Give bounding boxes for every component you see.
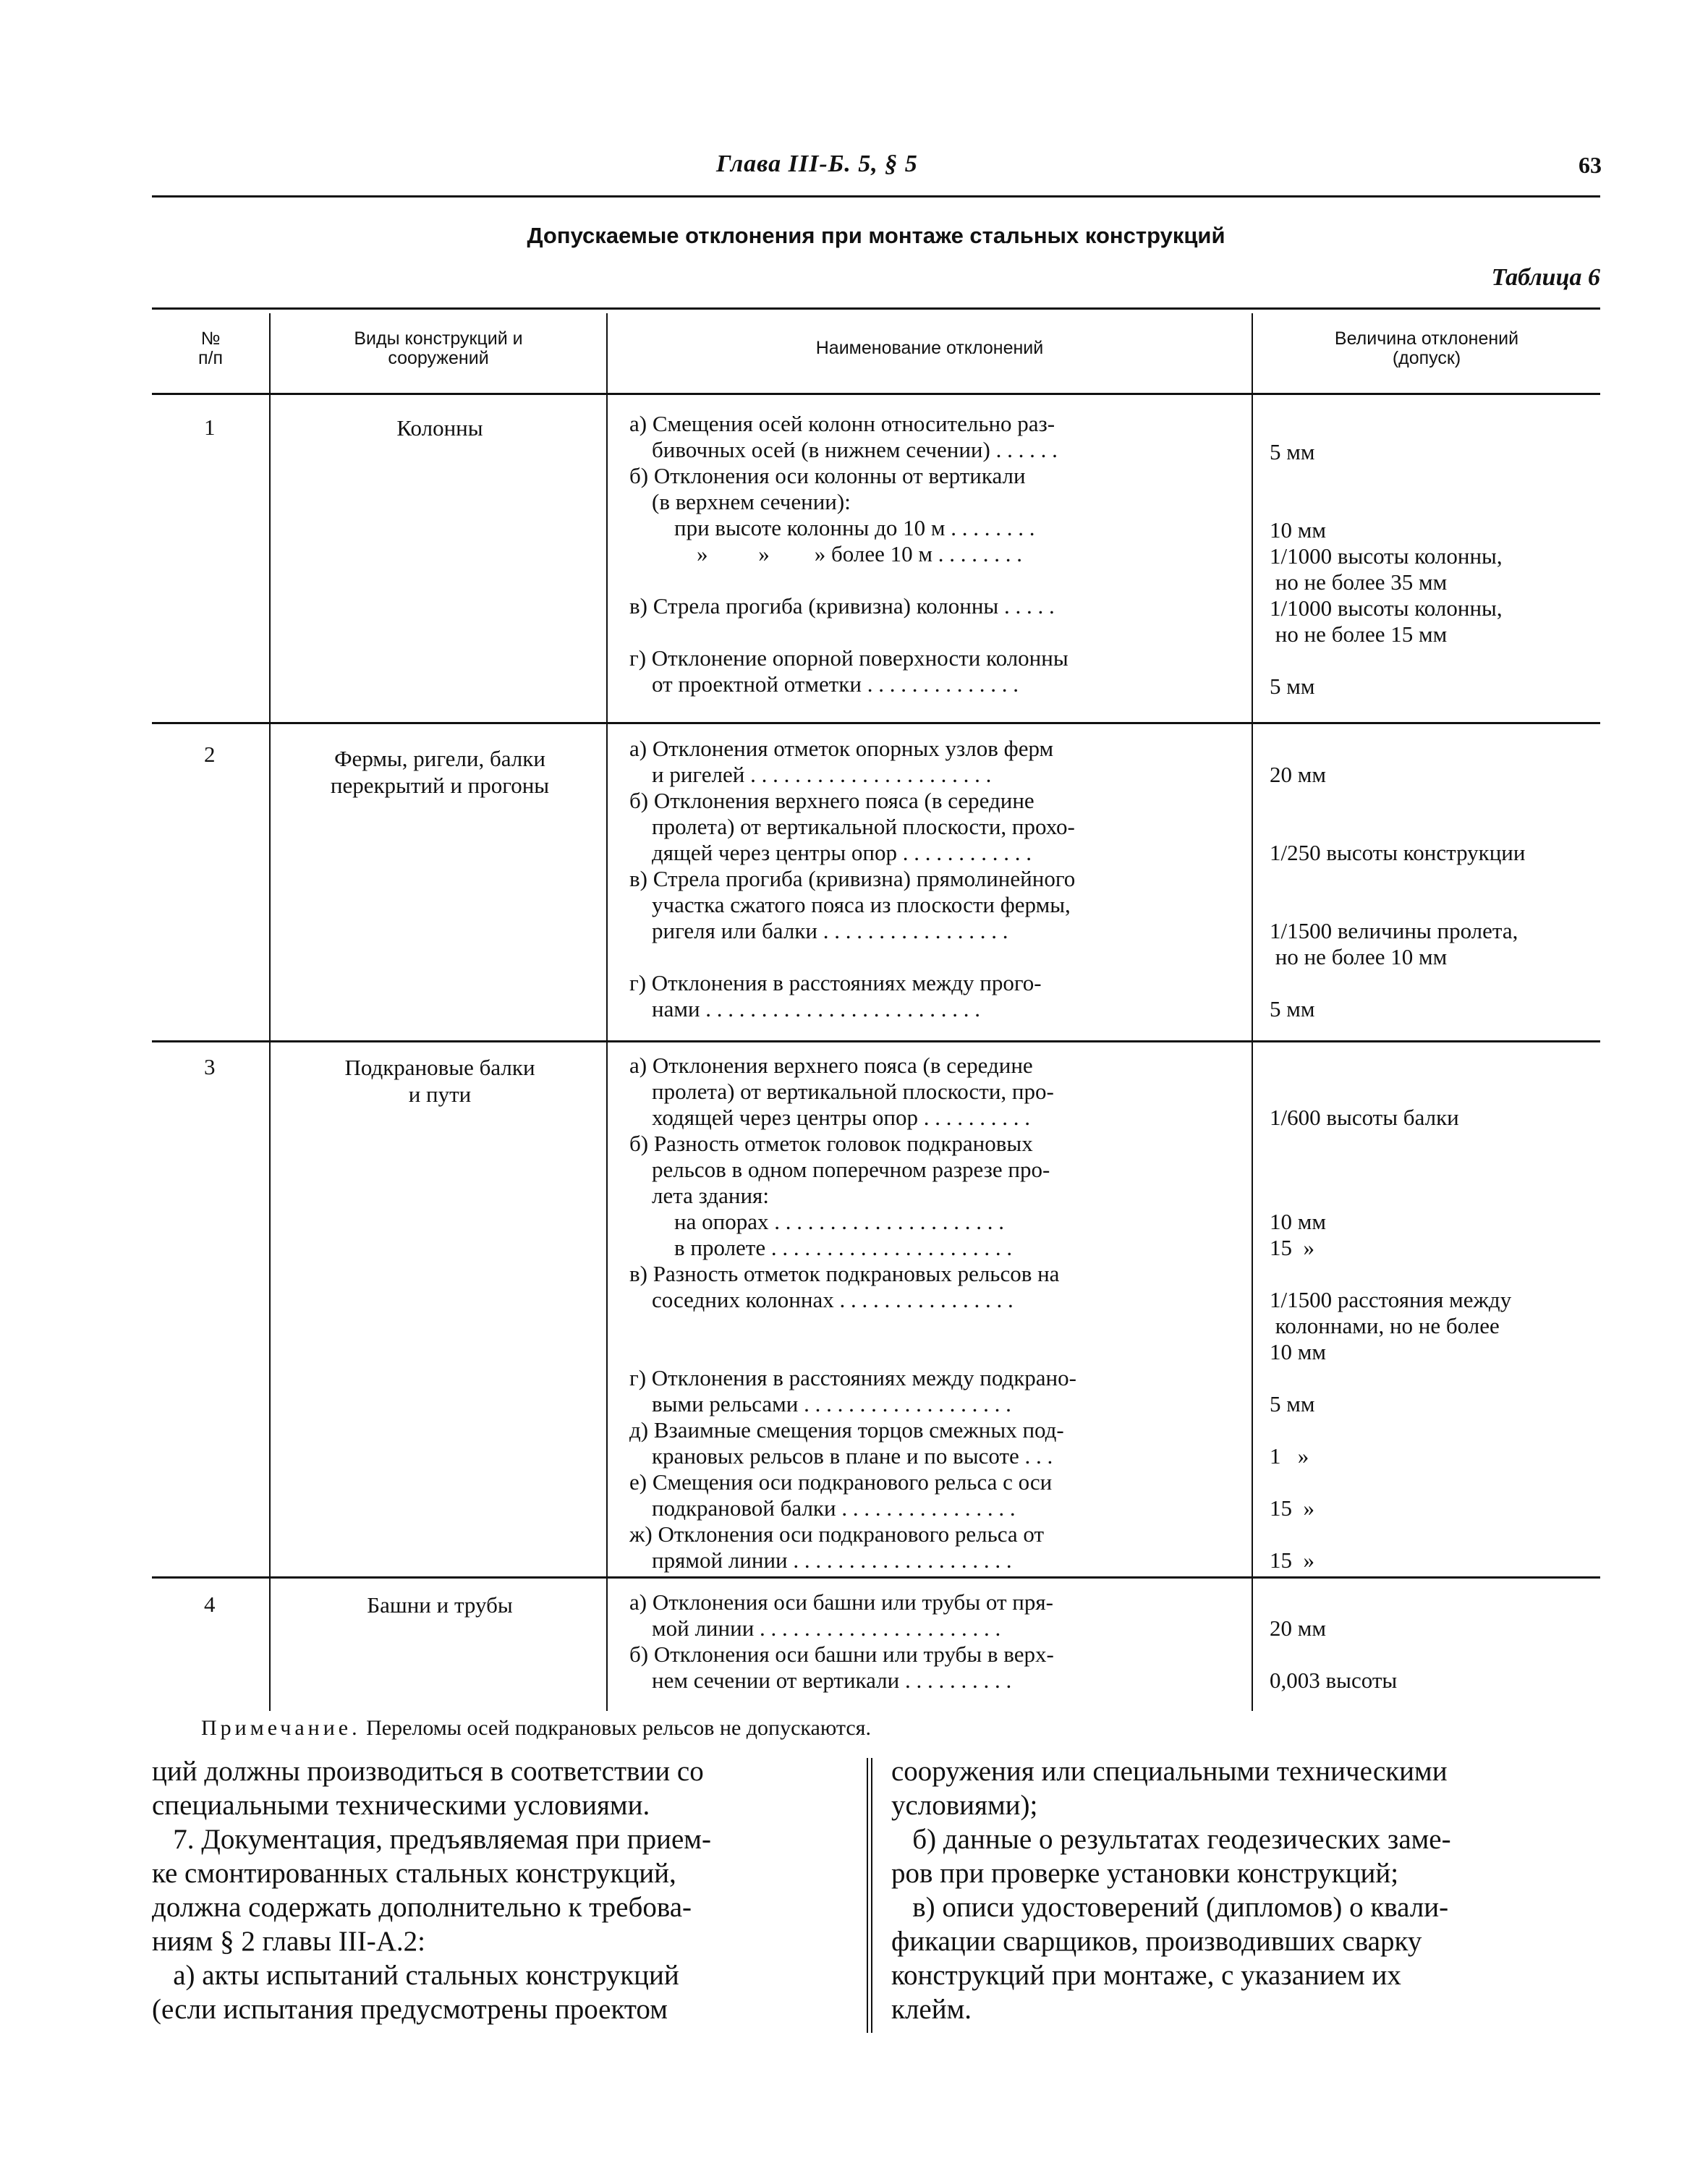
table-note [201,1716,871,1741]
header-num: № п/п [197,328,224,368]
running-head [152,150,1602,179]
table-caption: Допускаемые отклонения при монтаже стальных конструкций [527,223,1225,248]
note-text: Переломы осей подкрановых рельсов не допускаются. [360,1716,871,1740]
page-number: 63 [1579,152,1602,178]
header-deviation: Наименование отклонений [815,338,1044,358]
construction-kind: Колонны [396,415,483,441]
row-divider [152,1576,1600,1579]
deviation-list: а) Отклонения верхнего пояса (в середине пролета) от вертикальной плоскости, про- ходящей через центры опор . . . . . . . . . . б) Разность отметок головок подкрановых рельсов в одном поперечном разрезе про- лета здания: на опорах . . . . . . . . . . . . . . . . . . . . . в пролете . . . . . . . . . . . . . . . . . . . . . . в) Разность отметок подкрановых рельсов на соседних колоннах . . . . . . . . . . . . . . . . г) Отклонения в расстояниях между подкрано- выми рельсами . . . . . . . . . . . . . . . . . . . д) Взаимные смещения торцов смежных под- крановых рельсов в плане и по высоте . . . е) Смещения оси подкранового рельса с оси подкрановой балки . . . . . . . . . . . . . . . . ж) Отклонения оси подкранового рельса от прямой линии . . . . . . . . . . . . . . . . . . . . [629,1053,1076,1573]
row-number: 2 [204,742,216,767]
table-header-rule [152,393,1600,395]
construction-kind: Подкрановые балки и пути [344,1055,535,1107]
row-divider [152,722,1600,724]
tolerance-values: 5 мм 10 мм 1/1000 высоты колонны, но не более 35 мм 1/1000 высоты колонны, но не более 15 мм 5 мм [1270,439,1503,699]
note-prefix: Примечание. [201,1716,361,1740]
column-rule [269,313,271,1711]
deviation-list: а) Смещения осей колонн относительно раз- бивочных осей (в нижнем сечении) . . . . . . б) Отклонения оси колонны от вертикали (в верхнем сечении): при высоте колонны до 10 м . . . . . . . . » » » более 10 м . . . . . . . . в) Стрела прогиба (кривизна) колонны . . . . . г) Отклонение опорной поверхности колонны от проектной отметки . . . . . . . . . . . . . . [629,411,1068,697]
tolerance-values: 20 мм 0,003 высоты [1270,1615,1398,1693]
header-kind: Виды конструкций и сооружений [354,328,523,368]
header-value: Величина отклонений (допуск) [1334,328,1519,368]
deviation-list: а) Отклонения отметок опорных узлов ферм и ригелей . . . . . . . . . . . . . . . . . . . . . . б) Отклонения верхнего пояса (в середине пролета) от вертикальной плоскости, прохо- дящей через центры опор . . . . . . . . . . . . в) Стрела прогиба (кривизна) прямолинейного участка сжатого пояса из плоскости фермы, ригеля или балки . . . . . . . . . . . . . . . . . г) Отклонения в расстояниях между прого- нами . . . . . . . . . . . . . . . . . . . . . . . . . [629,736,1076,1021]
tolerance-values: 1/600 высоты балки 10 мм 15 » 1/1500 расстояния между колоннами, но не более 10 мм 5 мм 1 » 15 » 15 » [1270,1105,1512,1573]
column-divider [867,1758,872,2033]
column-rule [606,313,608,1711]
tolerance-values: 20 мм 1/250 высоты конструкции 1/1500 величины пролета, но не более 10 мм 5 мм [1270,762,1526,1021]
row-number: 1 [204,415,216,440]
body-text-right: сооружения или специальными техническими условиями); б) данные о результатах геодезических заме- ров при проверке установки конструкций; в) описи удостоверений (дипломов) о квали- фикации сварщиков, производивших сварку конструкций при монтаже, с указанием их клейм. [891,1756,1451,2025]
row-number: 3 [204,1054,216,1079]
row-divider [152,1040,1600,1042]
construction-kind: Фермы, ригели, балки перекрытий и прогоны [330,746,550,798]
running-title: Глава III-Б. 5, § 5 [716,150,918,177]
construction-kind: Башни и трубы [367,1592,513,1618]
deviations-table [152,307,1600,1711]
body-text-left: ций должны производиться в соответствии со специальными техническими условиями. 7. Документация, предъявляемая при прием- ке смонтированных стальных конструкций, должна содержать дополнительно к требова- ниям § 2 главы III-А.2: а) акты испытаний стальных конструкций (если испытания предусмотрены проектом [152,1756,711,2025]
table-top-rule [152,307,1600,310]
row-number: 4 [204,1592,216,1617]
header-rule [152,195,1600,197]
table-label: Таблица 6 [1491,264,1600,291]
deviation-list: а) Отклонения оси башни или трубы от пря- мой линии . . . . . . . . . . . . . . . . . . . . . . б) Отклонения оси башни или трубы в верх- нем сечении от вертикали . . . . . . . . . . [629,1589,1054,1693]
